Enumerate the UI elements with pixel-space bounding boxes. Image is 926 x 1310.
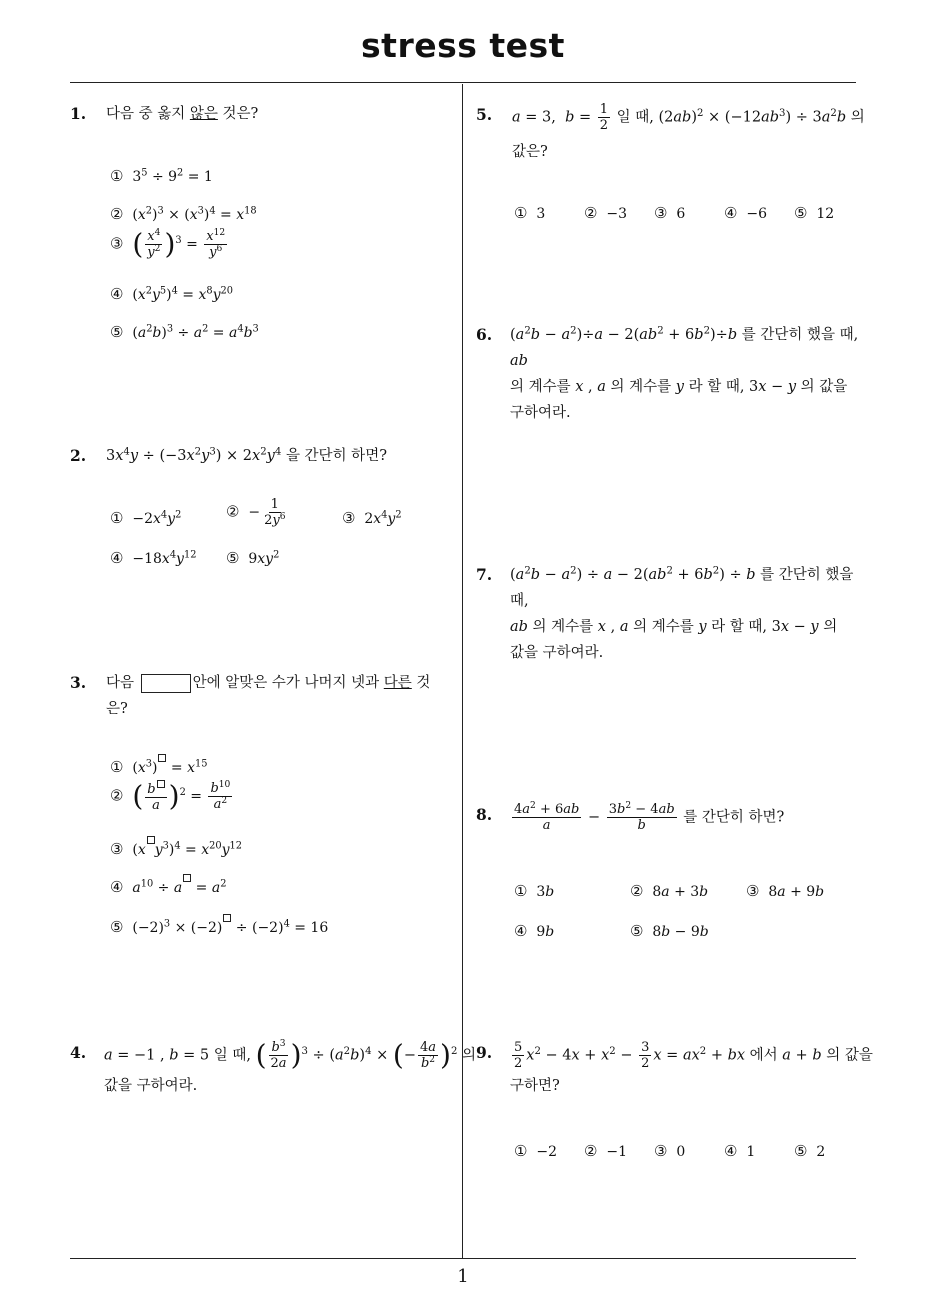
question-6 <box>476 322 861 426</box>
choice-1[interactable]: ① $-2x^4y^2$ <box>110 509 182 527</box>
question-2 <box>70 443 455 567</box>
question-number: 4. <box>70 1043 87 1062</box>
page-number: 1 <box>457 1266 469 1287</box>
question-text: $\frac{4a^2 + 6ab}{a}$ − $\frac{3b^2 - 4ab}{b}$ 를 간단히 하면? <box>514 801 785 833</box>
question-text: $(a^2b - a^2)\div a - 2(ab^2 + 6b^2)\div b$ 를 간단히 했을 때, ab 의 계수를 x , a 의 계수를 y 라 할 때, 3x − y 의 값을 구하여라. <box>510 325 859 421</box>
choice-2[interactable]: ② −3 <box>584 204 627 222</box>
question-text: $3x^4y \div (-3x^2y^3) \times 2x^2y^4$ 을 간단히 하면? <box>106 446 387 464</box>
choice-2[interactable]: ② ( $\frac{b}{a}$ )$^2$ = $\frac{b^{10}}{a^2}$ <box>110 779 231 814</box>
choice-3[interactable]: ③ 6 <box>654 204 686 222</box>
question-5 <box>476 102 865 222</box>
top-rule <box>70 82 856 83</box>
question-number: 7. <box>476 565 493 584</box>
question-number: 8. <box>476 805 493 824</box>
choice-5[interactable]: ⑤ 12 <box>794 204 835 222</box>
choice-3[interactable]: ③ 8a + 9b <box>746 882 825 900</box>
question-text: 다음 안에 알맞은 수가 나머지 넷과 다른 것 은? <box>106 675 431 717</box>
question-4 <box>70 1038 477 1099</box>
choice-4[interactable]: ④ 1 <box>724 1142 756 1160</box>
choice-2[interactable]: ② − $\frac{1}{2y^6}$ <box>226 497 286 528</box>
choice-5[interactable]: ⑤ $9xy^2$ <box>226 549 280 567</box>
question-text-cont: 값을 구하여라. <box>104 1078 198 1094</box>
column-divider <box>462 84 463 1259</box>
question-number: 9. <box>476 1043 493 1062</box>
bottom-rule <box>70 1258 856 1259</box>
question-text: $(a^2b - a^2) \div a - 2(ab^2 + 6b^2) \div b$ 를 간단히 했을 때, ab 의 계수를 x , a 의 계수를 y 라 할 때, 3x − y 의 값을 구하여라. <box>510 565 854 661</box>
question-number: 1. <box>70 104 87 123</box>
question-number: 2. <box>70 446 87 465</box>
question-3 <box>70 670 455 936</box>
choice-5[interactable]: ⑤ $(a^2b)^3 \div a^2 = a^4b^3$ <box>110 323 259 341</box>
question-number: 6. <box>476 325 493 344</box>
question-text: a = −1 , b = 5 일 때, ( $\frac{b^3}{2a}$ )$^3 \div (a^2b)^4$ × (− $\frac{4a}{b^2}$ )$^2$ 의 <box>104 1038 477 1072</box>
question-9 <box>476 1040 873 1160</box>
question-text: a = 3, b = $\frac{1}{2}$ 일 때, $(2ab)^2 \times (-12ab^3) \div 3a^2b$ 의 <box>512 102 865 133</box>
page-title: stress test <box>361 26 565 65</box>
choice-3[interactable]: ③ 0 <box>654 1142 686 1160</box>
question-text-cont: 값은? <box>512 144 548 160</box>
choice-3[interactable]: ③ $2x^4y^2$ <box>342 509 402 527</box>
question-text-cont: 구하면? <box>510 1078 560 1094</box>
blank-box <box>141 674 191 693</box>
choice-2[interactable]: ② 8a + 3b <box>630 882 709 900</box>
choice-2[interactable]: ② −1 <box>584 1142 627 1160</box>
choice-3[interactable]: ③ ( $\frac{x^4}{y^2}$ )$^3$ = $\frac{x^{12}}{y^6}$ <box>110 227 226 261</box>
choice-3[interactable]: ③ (x $y^3)^4 = x^{20}y^{12}$ <box>110 836 242 863</box>
choice-1[interactable]: ① −2 <box>514 1142 557 1160</box>
question-text: 다음 중 옳지 않은 것은? <box>106 106 259 122</box>
choice-1[interactable]: ① 3 <box>514 204 546 222</box>
choice-1[interactable]: ① $3^5 \div 9^2 = 1$ <box>110 167 213 185</box>
choice-1[interactable]: ① 3b <box>514 882 555 900</box>
question-text: $\frac{5}{2}$ $x^2 - 4x + x^2$ − $\frac{3}{2}$ $x = ax^2$ + bx 에서 a + b 의 값을 <box>514 1040 873 1071</box>
choice-5[interactable]: ⑤ 8b − 9b <box>630 922 709 940</box>
question-8 <box>476 801 861 940</box>
choice-4[interactable]: ④ 9b <box>514 922 555 940</box>
question-number: 3. <box>70 673 87 692</box>
choice-5[interactable]: ⑤ $(-2)^3 \times (-2) \div (-2)^4 = 16$ <box>110 914 328 941</box>
choice-1[interactable]: ① $(x^3) = x^{15}$ <box>110 754 207 781</box>
question-number: 5. <box>476 105 493 124</box>
choice-4[interactable]: ④ $-18x^4y^{12}$ <box>110 549 197 567</box>
question-1 <box>70 101 455 341</box>
question-7 <box>476 562 861 666</box>
choice-4[interactable]: ④ $(x^2y^5)^4 = x^8y^{20}$ <box>110 285 233 303</box>
choice-5[interactable]: ⑤ 2 <box>794 1142 826 1160</box>
choice-4[interactable]: ④ −6 <box>724 204 767 222</box>
choice-4[interactable]: ④ $a^{10} \div a = a^2$ <box>110 874 226 901</box>
choice-2[interactable]: ② $(x^2)^3 \times (x^3)^4 = x^{18}$ <box>110 205 257 223</box>
